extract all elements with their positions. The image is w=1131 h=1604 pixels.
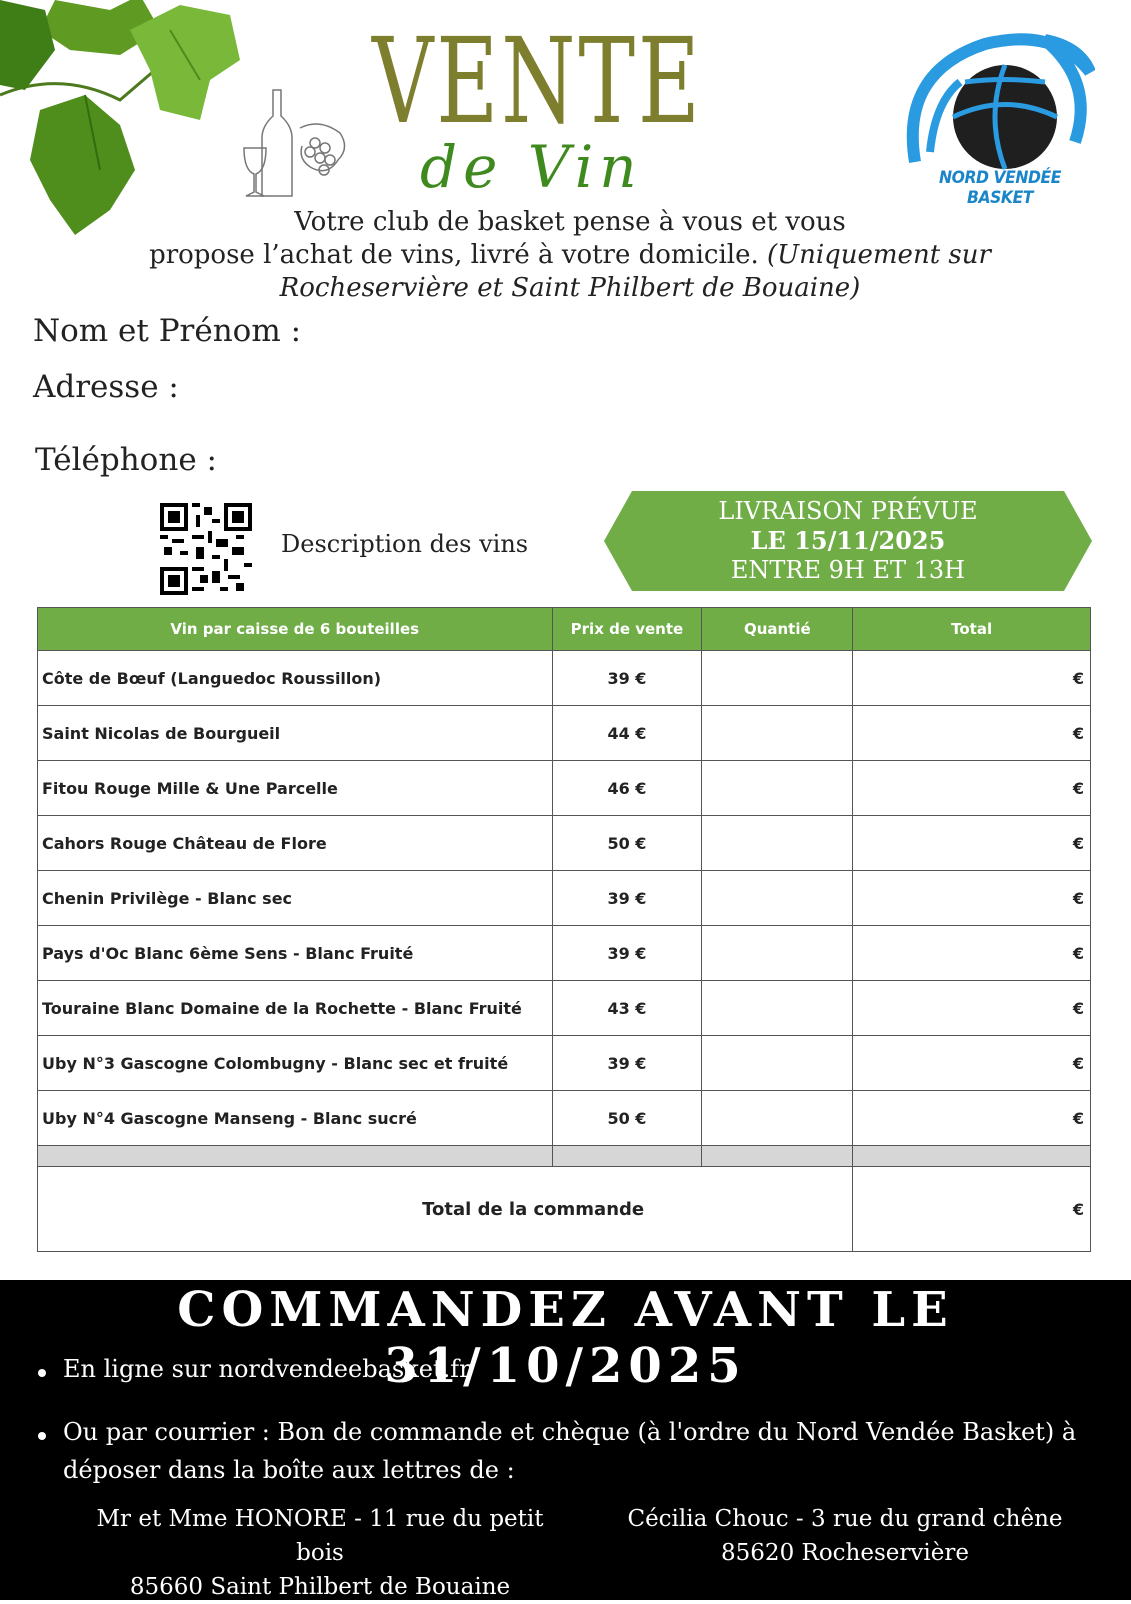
- quantity-cell[interactable]: [702, 926, 853, 981]
- wine-price: 46 €: [552, 761, 702, 816]
- wine-name: Uby N°3 Gascogne Colombugny - Blanc sec et fruité: [38, 1036, 553, 1091]
- bullet-online[interactable]: En ligne sur nordvendeebasket.fr: [63, 1355, 471, 1383]
- wine-price: 39 €: [552, 651, 702, 706]
- intro-line-3: Rocheservière et Saint Philbert de Bouaine): [279, 273, 861, 303]
- wine-bottle-illustration: [240, 88, 355, 203]
- table-row: [38, 926, 1091, 981]
- table-row: [38, 761, 1091, 816]
- wine-price: 39 €: [552, 926, 702, 981]
- quantity-cell[interactable]: [702, 651, 853, 706]
- order-total-label: Total de la commande: [38, 1167, 853, 1252]
- wine-price: 43 €: [552, 981, 702, 1036]
- address-chouc: [595, 1502, 1095, 1570]
- qr-code-icon[interactable]: [160, 503, 252, 595]
- quantity-cell[interactable]: [702, 871, 853, 926]
- quantity-cell[interactable]: [702, 761, 853, 816]
- qr-code-label: Description des vins: [281, 530, 529, 558]
- wine-price: 50 €: [552, 816, 702, 871]
- total-cell[interactable]: €: [853, 871, 1091, 926]
- delivery-text: [604, 497, 1092, 585]
- table-row: [38, 706, 1091, 761]
- total-cell[interactable]: €: [853, 1091, 1091, 1146]
- total-cell[interactable]: €: [853, 1036, 1091, 1091]
- address-line: 85660 Saint Philbert de Bouaine: [129, 1574, 511, 1600]
- page-subtitle: de Vin: [420, 133, 643, 201]
- wine-name: Touraine Blanc Domaine de la Rochette - Blanc Fruité: [38, 981, 553, 1036]
- wine-name: Cahors Rouge Château de Flore: [38, 816, 553, 871]
- header-price: Prix de vente: [552, 608, 702, 651]
- phone-field-label: Téléphone :: [35, 442, 217, 478]
- table-row: [38, 816, 1091, 871]
- separator-cell: [702, 1146, 853, 1167]
- wine-price: 44 €: [552, 706, 702, 761]
- quantity-cell[interactable]: [702, 1091, 853, 1146]
- total-cell[interactable]: €: [853, 816, 1091, 871]
- address-line: Mr et Mme HONORE - 11 rue du petit bois: [96, 1506, 544, 1566]
- table-row: [38, 651, 1091, 706]
- address-honore: [70, 1502, 570, 1604]
- header-wine: Vin par caisse de 6 bouteilles: [38, 608, 553, 651]
- wine-name: Saint Nicolas de Bourgueil: [38, 706, 553, 761]
- header-total: Total: [853, 608, 1091, 651]
- table-header-row: [38, 608, 1091, 651]
- delivery-line-2: LE 15/11/2025: [750, 526, 946, 555]
- bullet-dot: [38, 1432, 46, 1440]
- intro-text: [60, 206, 1080, 305]
- total-cell[interactable]: €: [853, 761, 1091, 816]
- total-cell[interactable]: €: [853, 926, 1091, 981]
- wine-order-table: [37, 607, 1091, 1252]
- wine-price: 39 €: [552, 1036, 702, 1091]
- name-field-label: Nom et Prénom :: [33, 313, 302, 349]
- order-total-value[interactable]: €: [853, 1167, 1091, 1252]
- quantity-cell[interactable]: [702, 816, 853, 871]
- logo-text: NORD VENDÉE BASKET: [938, 168, 1062, 208]
- delivery-line-1: LIVRAISON PRÉVUE: [718, 497, 978, 525]
- quantity-cell[interactable]: [702, 1036, 853, 1091]
- wine-price: 39 €: [552, 871, 702, 926]
- table-row: [38, 1091, 1091, 1146]
- table-row: [38, 871, 1091, 926]
- table-row: [38, 1036, 1091, 1091]
- total-cell[interactable]: €: [853, 706, 1091, 761]
- wine-name: Chenin Privilège - Blanc sec: [38, 871, 553, 926]
- address-line: 85620 Rocheservière: [721, 1540, 969, 1566]
- page-title: VENTE: [372, 12, 703, 150]
- delivery-banner: [604, 491, 1092, 591]
- address-line: Cécilia Chouc - 3 rue du grand chêne: [627, 1506, 1063, 1532]
- separator-row: [38, 1146, 1091, 1167]
- order-total-row: [38, 1167, 1091, 1252]
- separator-cell: [38, 1146, 553, 1167]
- total-cell[interactable]: €: [853, 651, 1091, 706]
- delivery-line-3: ENTRE 9H ET 13H: [730, 556, 966, 584]
- intro-line-1: Votre club de basket pense à vous et vous: [294, 207, 846, 237]
- separator-cell: [853, 1146, 1091, 1167]
- wine-name: Uby N°4 Gascogne Manseng - Blanc sucré: [38, 1091, 553, 1146]
- wine-name: Fitou Rouge Mille & Une Parcelle: [38, 761, 553, 816]
- wine-price: 50 €: [552, 1091, 702, 1146]
- wine-name: Côte de Bœuf (Languedoc Roussillon): [38, 651, 553, 706]
- quantity-cell[interactable]: [702, 981, 853, 1036]
- total-cell[interactable]: €: [853, 981, 1091, 1036]
- vine-leaves-illustration: [0, 0, 250, 240]
- quantity-cell[interactable]: [702, 706, 853, 761]
- address-field-label: Adresse :: [33, 369, 179, 405]
- intro-line-2: propose l’achat de vins, livré à votre domicile. (Uniquement sur: [149, 240, 991, 270]
- table-row: [38, 981, 1091, 1036]
- wine-name: Pays d'Oc Blanc 6ème Sens - Blanc Fruité: [38, 926, 553, 981]
- order-deadline-heading: COMMANDEZ AVANT LE 31/10/2025: [177, 1282, 954, 1394]
- header-quantity: Quantié: [702, 608, 853, 651]
- bullet-dot: [38, 1369, 46, 1377]
- bullet-mail: Ou par courrier : Bon de commande et chèque (à l'ordre du Nord Vendée Basket) à déposer dans la boîte aux lettres de :: [63, 1418, 1077, 1484]
- separator-cell: [552, 1146, 702, 1167]
